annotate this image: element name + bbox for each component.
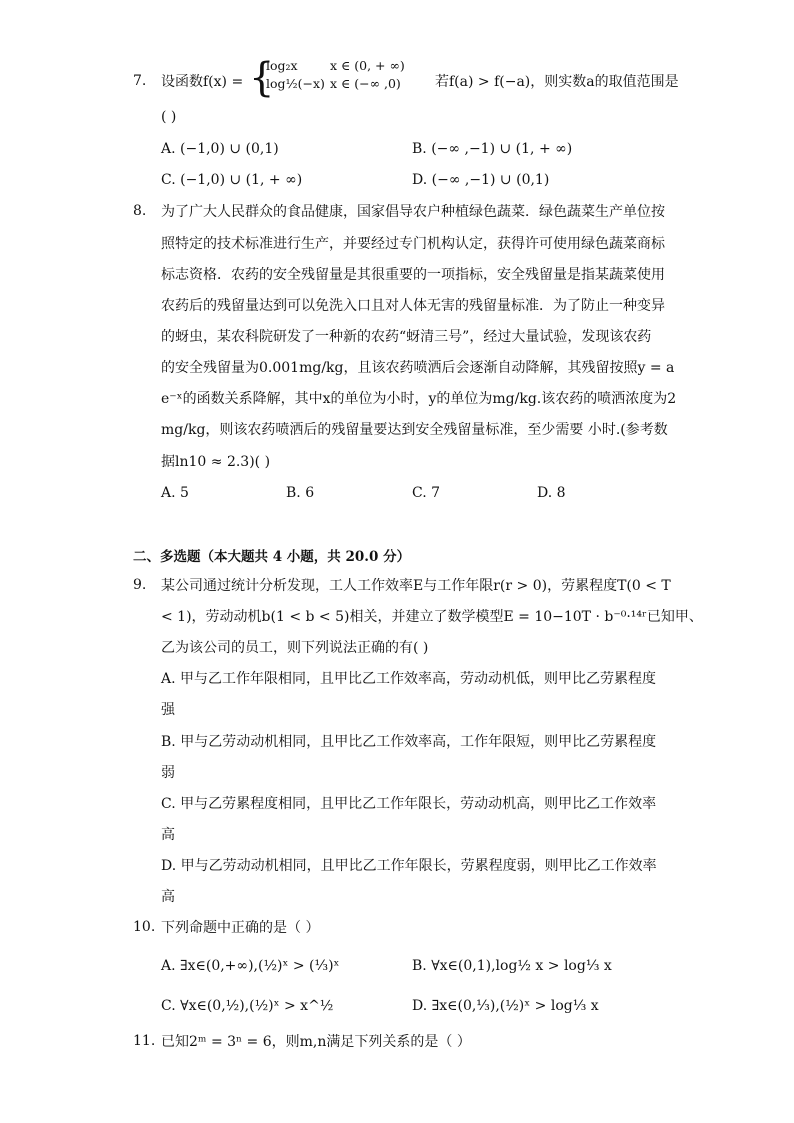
q7-brace: { [249, 55, 275, 101]
q9-number: 9. [133, 577, 147, 593]
q10-option-b: B. ∀x∈(0,1),log½ x > log⅓ x [412, 958, 612, 974]
q10-option-a: A. ∃x∈(0,+∞),(½)ˣ > (⅓)ˣ [161, 958, 340, 974]
q8-line-9: 据ln10 ≈ 2.3)( ) [161, 454, 271, 470]
q8-number: 8. [133, 203, 147, 219]
q8-option-b: B. 6 [286, 485, 315, 501]
q7-bracket: ( ) [161, 109, 177, 125]
q8-option-a: A. 5 [161, 485, 189, 501]
q8-option-d: D. 8 [537, 485, 566, 501]
q8-line-3: 标志资格．农药的安全残留量是其很重要的一项指标，安全残留量是指某蔬菜使用 [161, 267, 665, 283]
q7-piece2-domain: x ∈ (−∞ ,0) [330, 76, 401, 91]
q7-lead: 设函数f(x) = [161, 74, 244, 90]
q8-line-2: 照特定的技术标准进行生产，并要经过专门机构认定，获得许可使用绿色蔬菜商标 [161, 236, 665, 252]
q7-option-d: D. (−∞ ,−1) ∪ (0,1) [412, 172, 550, 188]
q10-stem: 下列命题中正确的是（ ） [161, 920, 320, 936]
q11-stem: 已知2ᵐ = 3ⁿ = 6，则m,n满足下列关系的是（ ） [161, 1034, 471, 1050]
q8-line-6: 的安全残留量为0.001mg/kg，且该农药喷洒后会逐渐自动降解，其残留按照y = a [161, 360, 675, 376]
q9-option-d-line-1: D. 甲与乙劳动动机相同，且甲比乙工作年限长，劳累程度弱，则甲比乙工作效率 [161, 858, 657, 874]
q9-option-a-line-1: A. 甲与乙工作年限相同，且甲比乙工作效率高，劳动动机低，则甲比乙劳累程度 [161, 671, 657, 687]
q7-option-b: B. (−∞ ,−1) ∪ (1, + ∞) [412, 141, 573, 157]
q8-line-5: 的蚜虫，某农科院研发了一种新的农药“蚜清三号”，经过大量试验，发现该农药 [161, 329, 652, 345]
section-heading: 二、多选题（本大题共 4 小题，共 20.0 分） [133, 549, 411, 565]
q8-line-8: mg/kg，则该农药喷洒后的残留量要达到安全残留量标准，至少需要 小时.(参考数 [161, 422, 668, 438]
q9-line-2: < 1)，劳动动机b(1 < b < 5)相关，并建立了数学模型E = 10−10T · b⁻⁰·¹⁴ʳ已知甲、 [161, 609, 703, 625]
q10-option-c: C. ∀x∈(0,½),(½)ˣ > x^½ [161, 998, 334, 1014]
q7-option-c: C. (−1,0) ∪ (1, + ∞) [161, 172, 303, 188]
q10-number: 10. [133, 919, 156, 935]
q8-line-1: 为了广大人民群众的食品健康，国家倡导农户种植绿色蔬菜．绿色蔬菜生产单位按 [161, 204, 665, 220]
q9-line-1: 某公司通过统计分析发现，工人工作效率E与工作年限r(r > 0)，劳累程度T(0 < T [161, 578, 671, 594]
q11-number: 11. [133, 1033, 156, 1049]
q9-option-b-line-2: 弱 [161, 765, 175, 781]
q9-option-c-line-1: C. 甲与乙劳累程度相同，且甲比乙工作年限长，劳动动机高，则甲比乙工作效率 [161, 796, 657, 812]
q7-piece2-expr: log½(−x) [266, 76, 325, 91]
q9-option-c-line-2: 高 [161, 827, 175, 843]
q9-line-3: 乙为该公司的员工，则下列说法正确的有( ) [161, 640, 429, 656]
q8-line-4: 农药后的残留量达到可以免洗入口且对人体无害的残留量标准．为了防止一种变异 [161, 298, 665, 314]
q7-number: 7. [133, 73, 147, 89]
q10-option-d: D. ∃x∈(0,⅓),(½)ˣ > log⅓ x [412, 998, 599, 1014]
q7-piece1-expr: log₂x [266, 58, 298, 73]
q7-tail: 若f(a) > f(−a)，则实数a的取值范围是 [435, 74, 679, 90]
q7-option-a: A. (−1,0) ∪ (0,1) [161, 141, 279, 157]
q9-option-b-line-1: B. 甲与乙劳动动机相同，且甲比乙工作效率高，工作年限短，则甲比乙劳累程度 [161, 734, 657, 750]
q8-option-c: C. 7 [412, 485, 441, 501]
q7-piece1-domain: x ∈ (0, + ∞) [330, 58, 405, 73]
q9-option-d-line-2: 高 [161, 889, 175, 905]
q9-option-a-line-2: 强 [161, 702, 175, 718]
q8-line-7: e⁻ˣ的函数关系降解，其中x的单位为小时，y的单位为mg/kg.该农药的喷洒浓度为2 [161, 391, 677, 407]
